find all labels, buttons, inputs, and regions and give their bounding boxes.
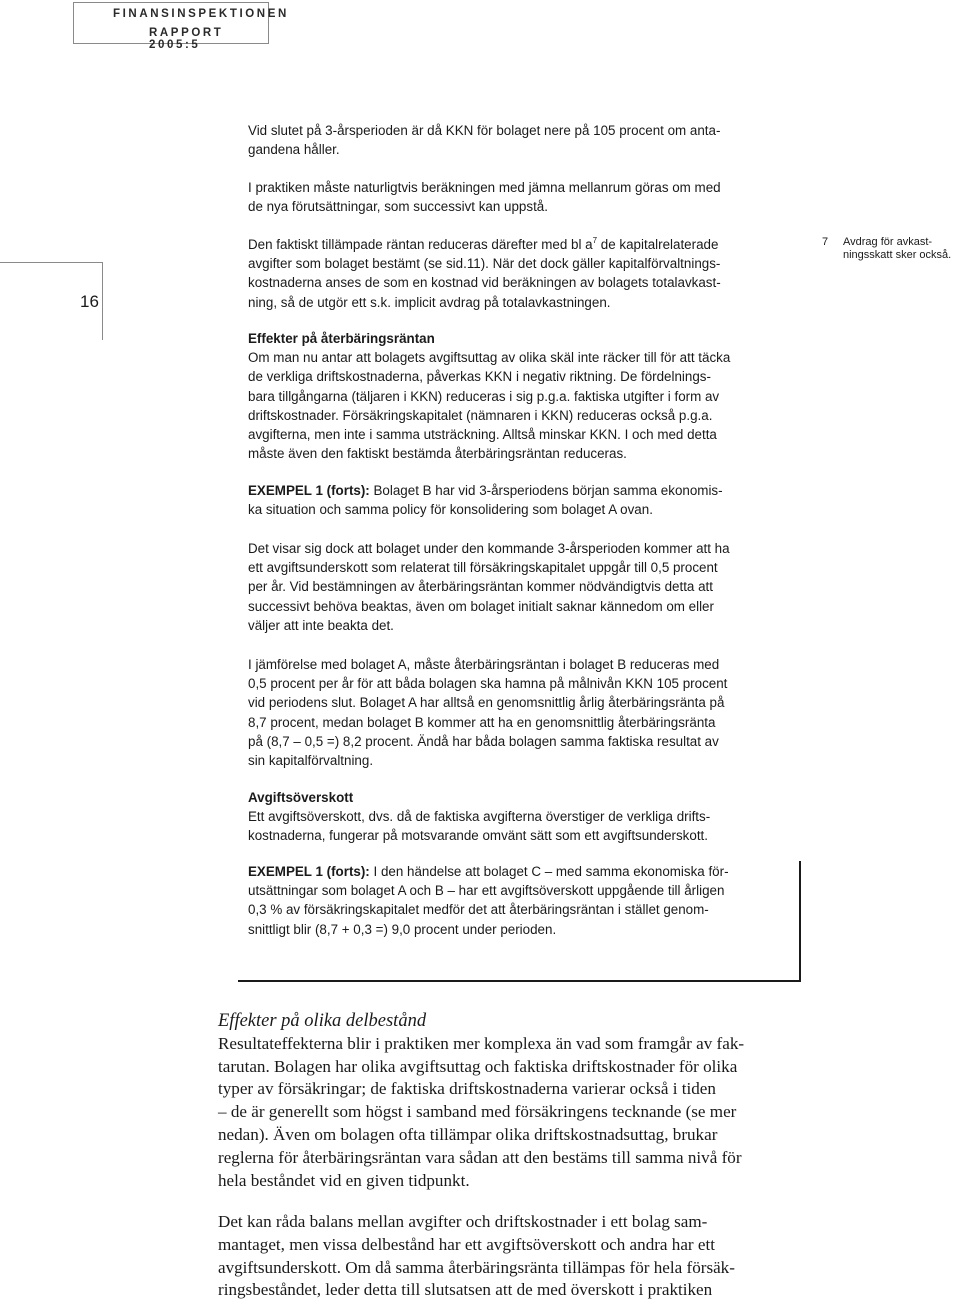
text-line: nedan). Även om bolagen ofta tillämpar olika driftskostnadsuttag, brukar (218, 1124, 718, 1144)
text-line: – de är generellt som högst i samband med försäkringens tecknande (se mer (218, 1102, 737, 1122)
text-line: Det visar sig dock att bolaget under den kommande 3-årsperioden kommer att ha (248, 541, 730, 556)
text-segment: Bolaget B har vid 3-årsperiodens början samma ekonomis- (369, 483, 723, 498)
text-line: I jämförelse med bolaget A, måste återbäringsräntan i bolaget B reduceras med (248, 657, 720, 672)
text-line: avgifterna, men inte i samma utsträckning. Alltså minskar KKN. I och med detta (248, 427, 717, 443)
footnote-reference: 7 (592, 236, 598, 245)
text-segment: Den faktiskt tillämpade räntan reduceras därefter med bl a (248, 237, 593, 252)
text-line: ningsskatt sker också. (843, 248, 952, 261)
page-number-rule-horizontal (0, 262, 103, 263)
example-label: EXEMPEL 1 (forts): (248, 864, 370, 879)
text-line: väljer att inte beakta det. (248, 617, 394, 633)
text-line: Resultateffekterna blir i praktiken mer komplexa än vad som framgår av fak- (218, 1033, 745, 1053)
page-number: 16 (80, 292, 99, 311)
text-line: gandena håller. (248, 142, 340, 158)
publisher-name: FINANSINSPEKTIONEN (113, 8, 289, 20)
text-line: mantaget, men vissa delbestånd har ett avgiftsöverskott och andra har ett (218, 1234, 715, 1254)
text-line: 0,3 % av försäkringskapitalet medför det att återbäringsräntan i stället genom- (248, 902, 709, 918)
example-company-b (248, 481, 723, 519)
text-line: bara tillgångarna (täljaren i KKN) reduceras i sig p.g.a. faktiska utgifter i form av (248, 388, 720, 404)
text-line: I praktiken måste naturligtvis beräkningen med jämna mellanrum göras om med (248, 180, 721, 195)
text-line: successivt behöva beaktas, även om bolaget initialt saknar kännedom om eller (248, 598, 714, 614)
example-label: EXEMPEL 1 (forts): (248, 483, 370, 498)
section-heading: Avgiftsöverskott (248, 790, 354, 805)
paragraph-comparison (248, 655, 727, 770)
text-line: snittligt blir (8,7 + 0,3 =) 9,0 procent under perioden. (248, 921, 557, 937)
text-line: kostnaderna, fungerar på motsvarande omvänt sätt som ett avgiftsunderskott. (248, 828, 708, 844)
text-line: hela beståndet vid en given tidpunkt. (218, 1170, 470, 1190)
section-heading: Effekter på olika delbestånd (218, 1011, 427, 1031)
text-line (248, 481, 723, 500)
section-subportfolio-effects (218, 1010, 744, 1192)
text-line: Ett avgiftsöverskott, dvs. då de faktiska avgifterna överstiger de verkliga drifts- (248, 809, 711, 825)
text-line: ning, så de utgör ett s.k. implicit avdrag på totalavkastningen. (248, 294, 611, 310)
text-line (248, 862, 729, 881)
text-line: de verkliga driftskostnaderna, påverkas KKN i negativ riktning. De fördelnings- (248, 369, 711, 385)
text-segment: I den händelse att bolaget C – med samma ekonomiska för- (369, 864, 729, 879)
paragraph-recalculation (248, 178, 721, 216)
text-line: kostnaderna anses de som en kostnad vid beräkningen av bolagets totalavkast- (248, 275, 721, 291)
text-line: Om man nu antar att bolagets avgiftsuttag av olika skäl inte räcker till för att täcka (248, 350, 731, 366)
report-number: RAPPORT 2005:5 (149, 27, 224, 51)
text-line: på (8,7 – 0,5 =) 8,2 procent. Ändå har båda bolagen samma faktiska resultat av (248, 733, 719, 749)
text-line: de nya förutsättningar, som successivt kan uppstå. (248, 199, 548, 215)
text-line: vid periodens slut. Bolaget A har alltså en genomsnittlig årlig återbäringsränta på (248, 695, 725, 711)
text-line: tarutan. Bolagen har olika avgiftsuttag och faktiska driftskostnader för olika (218, 1056, 738, 1076)
text-line: ka situation och samma policy för konsolidering som bolaget A ovan. (248, 502, 653, 518)
example-company-c (248, 862, 729, 939)
text-line: driftskostnader. Försäkringskapitalet (nämnaren i KKN) reduceras också p.g.a. (248, 407, 713, 423)
text-line: 8,7 procent, medan bolaget B kommer att ha en genomsnittlig återbäringsränta (248, 714, 716, 730)
fact-box-border-bottom (238, 980, 801, 982)
footnote-text (843, 236, 951, 261)
paragraph-kkn-result (248, 121, 720, 159)
text-line: sin kapitalförvaltning. (248, 753, 374, 769)
paragraph-balance (218, 1211, 735, 1302)
paragraph-fee-deficit (248, 539, 730, 635)
section-refund-rate-effects (248, 329, 730, 463)
text-segment: de kapitalrelaterade (597, 237, 719, 252)
text-line: utsättningar som bolaget A och B – har ett avgiftsöverskott uppgående till årligen (248, 883, 725, 899)
text-line: avgiftsunderskott. Om då samma återbäringsränta tillämpas för hela försäk- (218, 1257, 735, 1277)
text-line: Avdrag för avkast- (843, 236, 933, 248)
text-line: ringsbeståndet, leder detta till slutsatsen att de med överskott i praktiken (218, 1280, 713, 1300)
report-header (73, 2, 289, 51)
section-fee-surplus (248, 788, 710, 846)
text-line: Vid slutet på 3-årsperioden är då KKN för bolaget nere på 105 procent om anta- (248, 123, 721, 138)
text-line: Det kan råda balans mellan avgifter och driftskostnader i ett bolag sam- (218, 1212, 708, 1231)
text-line: per år. Vid bestämningen av återbäringsräntan kommer nödvändigtvis detta att (248, 579, 713, 595)
text-line: avgifter som bolaget bestämt (se sid.11). När det dock gäller kapitalförvaltnings- (248, 256, 721, 272)
text-line: måste även den faktiskt bestämda återbäringsräntan reduceras. (248, 446, 627, 462)
text-line: 0,5 procent per år för att båda bolagen ska hamna på målnivån KKN 105 procent (248, 676, 728, 692)
text-line (248, 235, 721, 254)
text-line: typer av försäkringar; de faktiska driftskostnaderna varierar också i tiden (218, 1079, 716, 1099)
page-number-rule-vertical (102, 262, 103, 340)
section-heading: Effekter på återbäringsräntan (248, 331, 435, 346)
footnote-number: 7 (822, 236, 829, 248)
fact-box-border-right (799, 861, 801, 981)
text-line: ett avgiftsunderskott som relaterat till försäkringskapitalet uppgår till 0,5 procent (248, 560, 718, 576)
text-line: reglerna för återbäringsräntan vara sådan att den bestäms till samma nivå för (218, 1147, 742, 1167)
paragraph-applied-rate (248, 235, 721, 312)
